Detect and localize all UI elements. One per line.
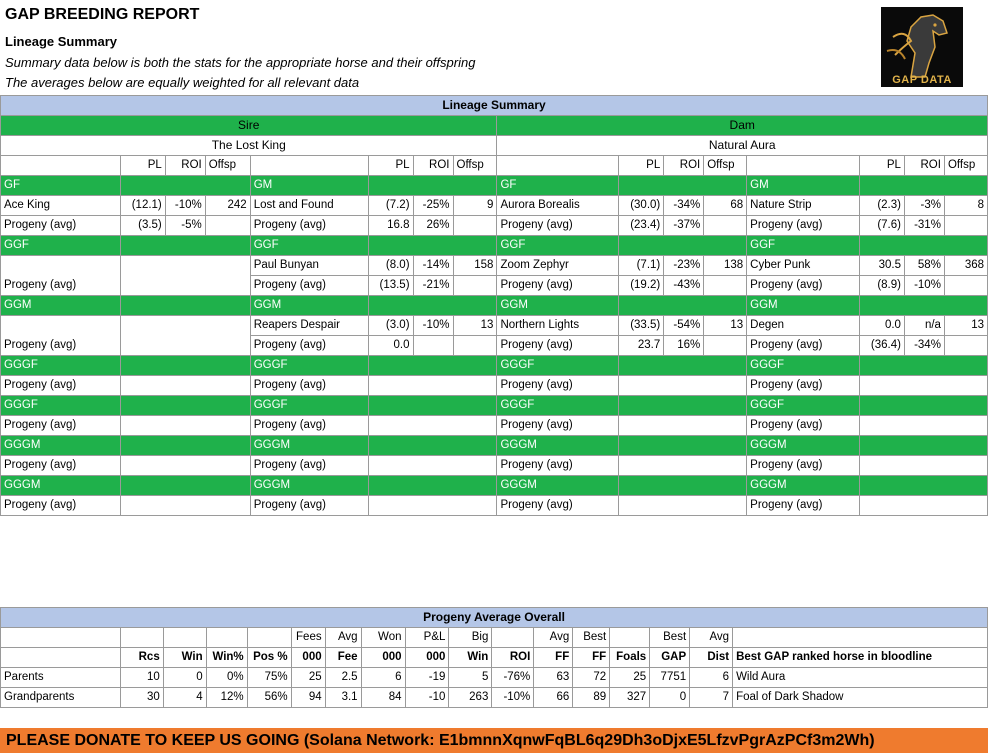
empty-generation-block [1,376,988,396]
horse-roi: -54% [664,316,704,336]
po-row-parents [1,668,988,688]
col-pl: PL [120,156,165,176]
empty-generation-block [1,496,988,516]
progeny-label: Progeny (avg) [1,256,121,296]
po-cell: 7 [690,688,733,708]
progeny-label: Progeny (avg) [497,416,619,436]
po-header-cell: ROI [492,648,534,668]
po-cell: 327 [610,688,650,708]
horse-row [1,256,988,276]
progeny-roi: -43% [664,276,704,296]
po-cell: 2.5 [325,668,361,688]
col-roi: ROI [165,156,205,176]
po-header-cell: Fees [291,628,325,648]
po-cell: 5 [449,668,492,688]
empty-generation-block [1,456,988,476]
horse-pl: (33.5) [619,316,664,336]
po-header-cell: Win [163,648,206,668]
progeny-label: Progeny (avg) [250,336,368,356]
horse-name: Nature Strip [747,196,860,216]
progeny-label: Progeny (avg) [250,376,368,396]
po-header-cell: P&L [405,628,449,648]
progeny-label: Progeny (avg) [1,316,121,356]
col-offsp: Offsp [704,156,747,176]
col-roi: ROI [413,156,453,176]
progeny-label: Progeny (avg) [250,456,368,476]
report-header [0,0,988,95]
horse-row [1,196,988,216]
col-pl: PL [368,156,413,176]
gen-label: GGM [747,296,860,316]
gap-data-logo [881,7,963,87]
progeny-pl: 23.7 [619,336,664,356]
horse-offsp: 9 [453,196,497,216]
progeny-label: Progeny (avg) [250,216,368,236]
po-cell: 66 [534,688,573,708]
progeny-label: Progeny (avg) [1,376,121,396]
horse-offsp: 8 [944,196,987,216]
po-cell: 56% [247,688,291,708]
po-cell: 63 [534,668,573,688]
generation-row [1,296,988,316]
horse-pl: (3.0) [368,316,413,336]
po-cell: -10% [492,688,534,708]
report-subtitle: Lineage Summary [5,34,117,49]
po-header-cell: Dist [690,648,733,668]
po-cell: 25 [291,668,325,688]
po-header-cell: Rcs [120,648,163,668]
po-cell: 7751 [650,668,690,688]
progeny-label: Progeny (avg) [747,376,860,396]
progeny-label: Progeny (avg) [250,276,368,296]
report-note-1: Summary data below is both the stats for the appropriate horse and their offspring [5,55,476,70]
gen-label: GGGF [1,396,121,416]
po-header-cell: Fee [325,648,361,668]
gen-label: GF [1,176,121,196]
progeny-pl: 16.8 [368,216,413,236]
po-cell: 75% [247,668,291,688]
po-row-grandparents [1,688,988,708]
po-header-cell [120,628,163,648]
po-header-cell: Best [650,628,690,648]
horse-name: Paul Bunyan [250,256,368,276]
col-offsp: Offsp [205,156,250,176]
po-header-cell: Avg [325,628,361,648]
lineage-summary-table [0,95,988,516]
po-cell: 0% [206,668,247,688]
po-cell: 89 [573,688,610,708]
po-cell: 0 [650,688,690,708]
progeny-roi: -37% [664,216,704,236]
sire-name: The Lost King [1,136,497,156]
progeny-pl: (8.9) [860,276,905,296]
gen-label: GGM [250,296,368,316]
progeny-roi: -31% [904,216,944,236]
progeny-pl: (36.4) [860,336,905,356]
po-cell: 6 [690,668,733,688]
col-pl: PL [860,156,905,176]
po-header-cell: 000 [291,648,325,668]
progeny-label: Progeny (avg) [1,416,121,436]
progeny-pl: (3.5) [120,216,165,236]
horse-pl: (7.2) [368,196,413,216]
gen-label: GGGF [1,356,121,376]
po-header-cell: Best GAP ranked horse in bloodline [733,648,988,668]
progeny-roi: -10% [904,276,944,296]
horse-pl: 30.5 [860,256,905,276]
progeny-label: Progeny (avg) [497,336,619,356]
progeny-roi: -21% [413,276,453,296]
lineage-section-title: Lineage Summary [1,96,988,116]
horse-roi: -14% [413,256,453,276]
horse-pl: (12.1) [120,196,165,216]
progeny-roi: -5% [165,216,205,236]
horse-roi: -34% [664,196,704,216]
progeny-label: Progeny (avg) [250,496,368,516]
po-header-cell: GAP [650,648,690,668]
po-header-cell: Win [449,648,492,668]
progeny-section-title: Progeny Average Overall [1,608,988,628]
gen-label: GM [747,176,860,196]
horse-offsp: 368 [944,256,987,276]
progeny-pl: (23.4) [619,216,664,236]
horse-offsp: 158 [453,256,497,276]
po-cell: 6 [361,668,405,688]
logo-text: GAP DATA [892,74,952,86]
po-header-cell: Big [449,628,492,648]
horse-name: Northern Lights [497,316,619,336]
po-cell: Foal of Dark Shadow [733,688,988,708]
donate-banner: PLEASE DONATE TO KEEP US GOING (Solana Network: E1bmnnXqnwFqBL6q29Dh3oDjxE5LfzvPgrAzPCf3m2Wh) [0,728,988,753]
po-header-cell: 000 [361,648,405,668]
gen-label: GGGF [497,396,619,416]
horse-pl: (30.0) [619,196,664,216]
horse-roi: 58% [904,256,944,276]
horse-row [1,316,988,336]
progeny-roi [413,336,453,356]
po-header-cell: Best [573,628,610,648]
gen-label: GGGF [747,356,860,376]
horse-offsp: 138 [704,256,747,276]
horse-roi: -10% [165,196,205,216]
gen-label: GGGM [747,436,860,456]
po-cell: 4 [163,688,206,708]
horse-roi: -25% [413,196,453,216]
po-cell: Wild Aura [733,668,988,688]
po-header-cell: 000 [405,648,449,668]
progeny-label: Progeny (avg) [747,336,860,356]
horse-offsp: 13 [944,316,987,336]
progeny-row [1,216,988,236]
po-cell: 0 [163,668,206,688]
po-header-cell [610,628,650,648]
gen-label: GM [250,176,368,196]
horse-roi: -23% [664,256,704,276]
po-header-cell: Win% [206,648,247,668]
po-cell: 72 [573,668,610,688]
po-header-cell: Pos % [247,648,291,668]
progeny-roi: -34% [904,336,944,356]
horse-name: Aurora Borealis [497,196,619,216]
horse-pl: (7.1) [619,256,664,276]
po-row-label: Parents [1,668,121,688]
report-note-2: The averages below are equally weighted for all relevant data [5,75,360,90]
po-header-cell [163,628,206,648]
progeny-pl: 0.0 [368,336,413,356]
progeny-label: Progeny (avg) [747,276,860,296]
horse-pl: 0.0 [860,316,905,336]
progeny-label: Progeny (avg) [747,456,860,476]
po-cell: -76% [492,668,534,688]
po-cell: -10 [405,688,449,708]
po-cell: 25 [610,668,650,688]
horse-pl: (8.0) [368,256,413,276]
col-offsp: Offsp [453,156,497,176]
col-roi: ROI [904,156,944,176]
sire-header: Sire [1,116,497,136]
po-cell: 12% [206,688,247,708]
progeny-label: Progeny (avg) [497,276,619,296]
horse-offsp: 242 [205,196,250,216]
progeny-pl: (19.2) [619,276,664,296]
po-header-cell: Avg [534,628,573,648]
gen-label: GGM [497,296,619,316]
po-header-cell [206,628,247,648]
gen-label: GGGM [1,476,121,496]
column-header-row [1,156,988,176]
progeny-roi: 26% [413,216,453,236]
po-cell: 10 [120,668,163,688]
empty-generation-block [1,416,988,436]
horse-roi: n/a [904,316,944,336]
generation-row [1,356,988,376]
gen-label: GGF [747,236,860,256]
progeny-label: Progeny (avg) [497,496,619,516]
generation-row [1,396,988,416]
po-header-cell [247,628,291,648]
gen-label: GGGF [747,396,860,416]
col-roi: ROI [664,156,704,176]
progeny-label: Progeny (avg) [747,416,860,436]
po-cell: 84 [361,688,405,708]
progeny-roi: 16% [664,336,704,356]
po-header-cell: FF [534,648,573,668]
dam-header: Dam [497,116,988,136]
po-cell: -19 [405,668,449,688]
gen-label: GGGM [497,436,619,456]
po-header-top [1,628,988,648]
report-title: GAP BREEDING REPORT [5,6,200,23]
po-cell: 3.1 [325,688,361,708]
po-row-label: Grandparents [1,688,121,708]
horse-name: Degen [747,316,860,336]
po-header-cell: Avg [690,628,733,648]
gen-label: GGGM [250,436,368,456]
generation-row [1,436,988,456]
horse-name: Ace King [1,196,121,216]
generation-row [1,236,988,256]
horse-offsp: 13 [453,316,497,336]
progeny-label: Progeny (avg) [250,416,368,436]
horse-offsp: 13 [704,316,747,336]
po-header-cell: Foals [610,648,650,668]
po-cell: 263 [449,688,492,708]
gen-label: GGF [497,236,619,256]
progeny-label: Progeny (avg) [497,216,619,236]
gen-label: GGGF [250,356,368,376]
po-header-cell [492,628,534,648]
dam-name: Natural Aura [497,136,988,156]
gen-label: GGF [1,236,121,256]
progeny-pl: (13.5) [368,276,413,296]
horse-roi: -3% [904,196,944,216]
horse-name: Zoom Zephyr [497,256,619,276]
horse-name: Lost and Found [250,196,368,216]
progeny-label: Progeny (avg) [747,496,860,516]
gen-label: GGGF [497,356,619,376]
gen-label: GGGM [250,476,368,496]
gen-label: GGM [1,296,121,316]
generation-row [1,476,988,496]
horse-name: Cyber Punk [747,256,860,276]
progeny-label: Progeny (avg) [1,496,121,516]
gen-label: GGGM [497,476,619,496]
progeny-label: Progeny (avg) [1,216,121,236]
horse-offsp: 68 [704,196,747,216]
horse-pl: (2.3) [860,196,905,216]
progeny-label: Progeny (avg) [747,216,860,236]
progeny-label: Progeny (avg) [1,456,121,476]
generation-row [1,176,988,196]
progeny-label: Progeny (avg) [497,376,619,396]
po-header-bottom [1,648,988,668]
po-header-cell: FF [573,648,610,668]
gen-label: GGGM [1,436,121,456]
gen-label: GGGF [250,396,368,416]
col-offsp: Offsp [944,156,987,176]
col-pl: PL [619,156,664,176]
progeny-label: Progeny (avg) [497,456,619,476]
horse-roi: -10% [413,316,453,336]
po-cell: 94 [291,688,325,708]
po-header-cell: Won [361,628,405,648]
progeny-pl: (7.6) [860,216,905,236]
po-cell: 30 [120,688,163,708]
progeny-average-table [0,607,988,708]
gen-label: GGF [250,236,368,256]
gen-label: GF [497,176,619,196]
gen-label: GGGM [747,476,860,496]
horse-name: Reapers Despair [250,316,368,336]
